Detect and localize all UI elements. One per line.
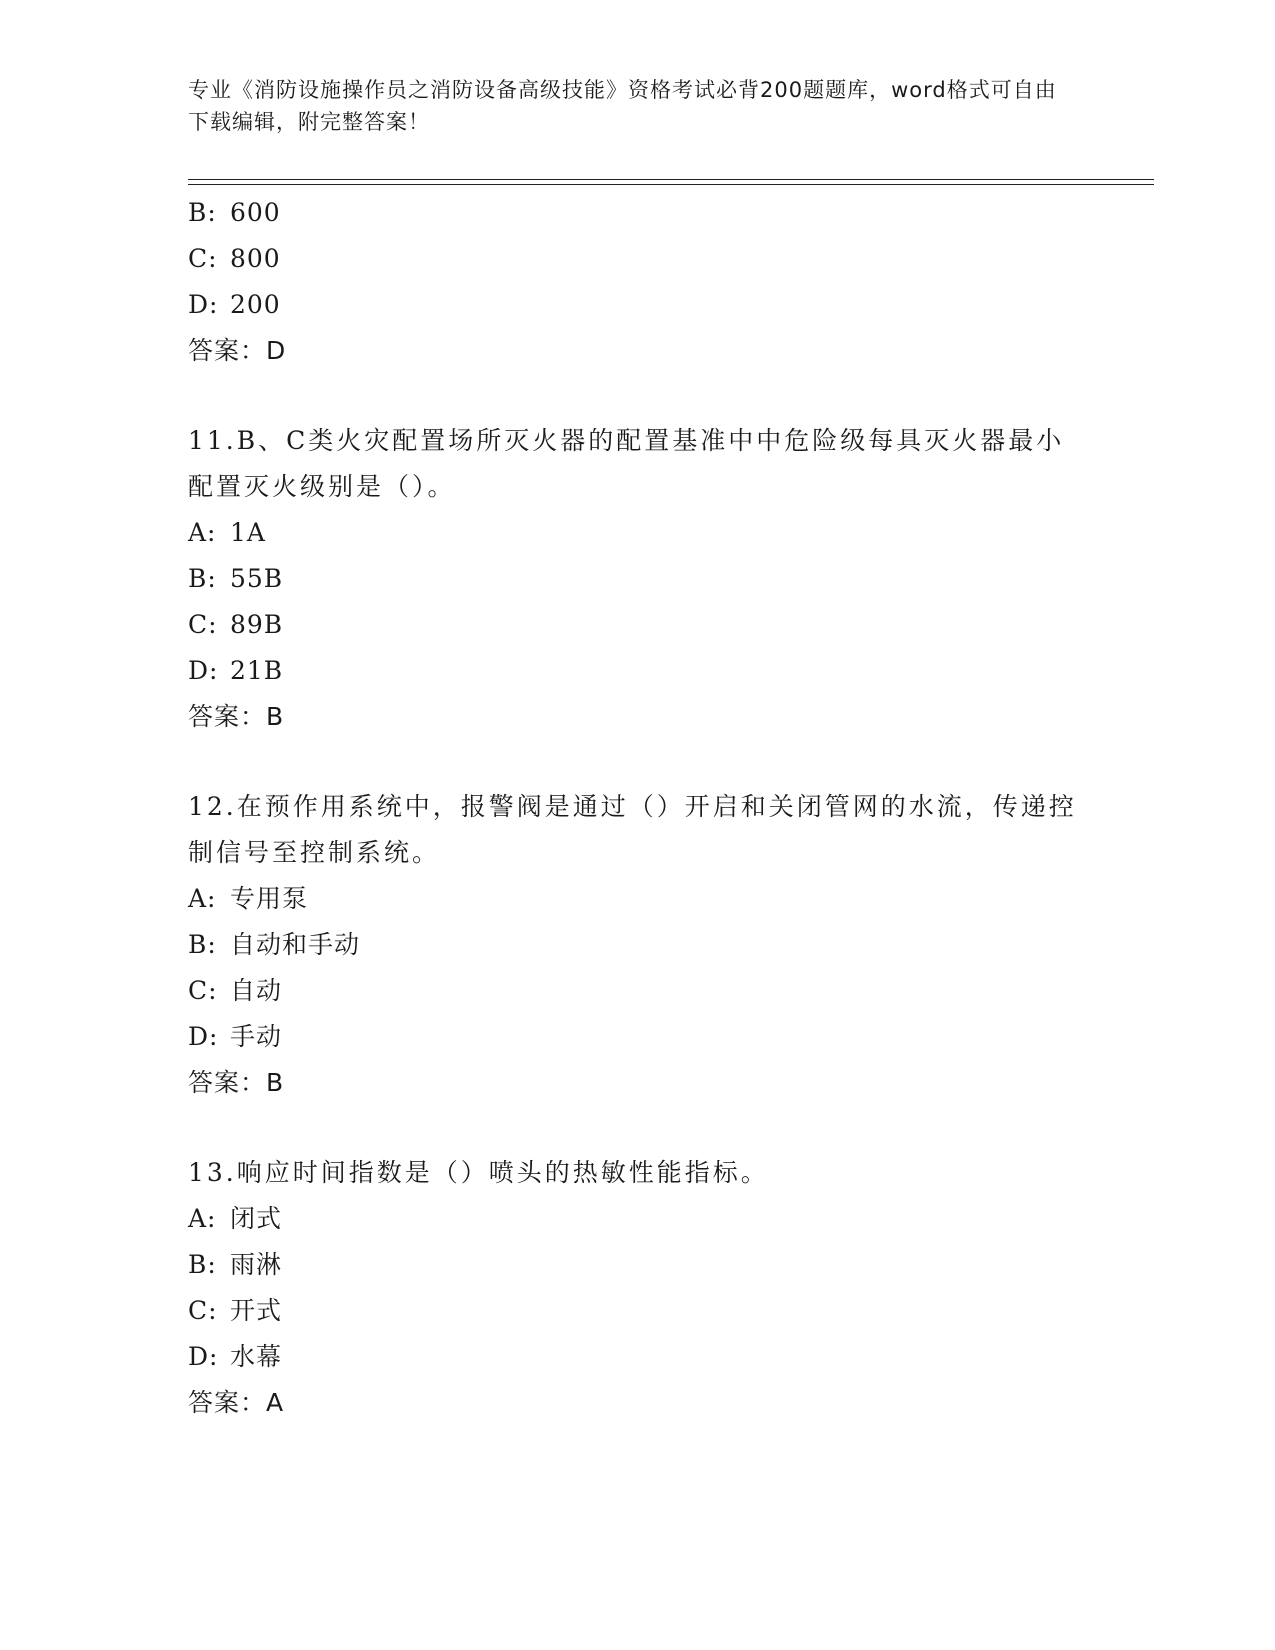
option-label: C:	[188, 244, 218, 273]
option-text: 89B	[230, 610, 284, 639]
option-text: 800	[230, 244, 281, 273]
question-13	[188, 1150, 1088, 1426]
option-a	[188, 876, 1088, 922]
option-a	[188, 1196, 1088, 1242]
header-rule-bottom	[188, 184, 1154, 185]
question-11	[188, 418, 1088, 740]
page-header: 专业《消防设施操作员之消防设备高级技能》资格考试必背200题题库，word格式可自由下载编辑，附完整答案！	[188, 78, 1057, 134]
option-d	[188, 1334, 1088, 1380]
option-a	[188, 510, 1088, 556]
spacer	[188, 374, 1088, 418]
option-c	[188, 968, 1088, 1014]
option-label: C:	[188, 610, 218, 639]
option-text: 1A	[230, 518, 266, 547]
option-label: D:	[188, 1342, 219, 1371]
option-text: 55B	[230, 564, 284, 593]
option-text: 21B	[230, 656, 284, 685]
option-b	[188, 556, 1088, 602]
option-b	[188, 1242, 1088, 1288]
question-stem: 11.B、C类火灾配置场所灭火器的配置基准中中危险级每具灭火器最小配置灭火级别是（）。	[188, 426, 1065, 501]
option-text: 专用泵	[230, 884, 309, 913]
option-d	[188, 282, 1088, 328]
option-label: A:	[188, 884, 217, 913]
option-text: 水幕	[230, 1342, 283, 1371]
option-label: D:	[188, 290, 219, 319]
option-b	[188, 190, 1088, 236]
option-text: 200	[230, 290, 281, 319]
question-stem: 12.在预作用系统中，报警阀是通过（）开启和关闭管网的水流，传递控制信号至控制系统。	[188, 792, 1077, 867]
option-text: 开式	[230, 1296, 283, 1325]
option-c	[188, 602, 1088, 648]
option-label: B:	[188, 1250, 217, 1279]
question-12	[188, 784, 1088, 1106]
option-text: 闭式	[230, 1204, 283, 1233]
option-text: 自动	[230, 976, 283, 1005]
option-b	[188, 922, 1088, 968]
option-text: 600	[230, 198, 281, 227]
option-label: B:	[188, 930, 217, 959]
option-label: D:	[188, 1022, 219, 1051]
option-c	[188, 1288, 1088, 1334]
answer-line: 答案：B	[188, 1068, 285, 1097]
previous-question-tail	[188, 190, 1088, 374]
question-list	[188, 190, 1088, 1426]
header-rule-top	[188, 179, 1154, 180]
option-d	[188, 648, 1088, 694]
option-label: A:	[188, 518, 217, 547]
spacer	[188, 1106, 1088, 1150]
option-d	[188, 1014, 1088, 1060]
option-text: 手动	[230, 1022, 283, 1051]
answer-line: 答案：B	[188, 702, 285, 731]
option-label: C:	[188, 976, 218, 1005]
option-label: A:	[188, 1204, 217, 1233]
answer-line: 答案：A	[188, 1388, 285, 1417]
option-label: B:	[188, 198, 217, 227]
option-text: 雨淋	[230, 1250, 283, 1279]
option-label: C:	[188, 1296, 218, 1325]
spacer	[188, 740, 1088, 784]
option-text: 自动和手动	[230, 930, 361, 959]
option-label: D:	[188, 656, 219, 685]
option-label: B:	[188, 564, 217, 593]
answer-line: 答案：D	[188, 336, 287, 365]
question-stem: 13.响应时间指数是（）喷头的热敏性能指标。	[188, 1158, 769, 1187]
option-c	[188, 236, 1088, 282]
